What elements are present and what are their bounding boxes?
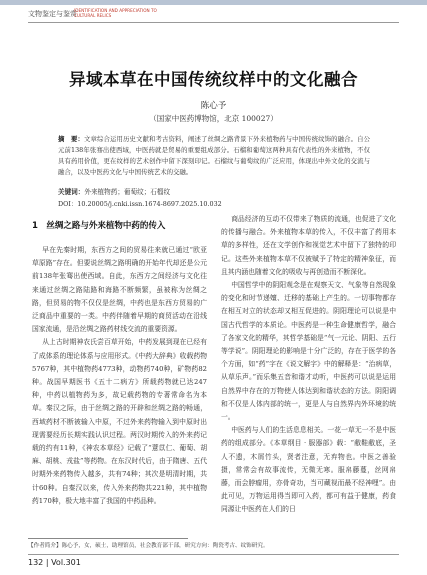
paragraph: 从上古时期神农氏尝百草开始，中药发展到现在已经有了成体系的理论体系与应用形式。《中药大辞典》收载药物5767种，其中植物药4773种，动物药740种，矿物药82种。战国早期医书《五十二病方》所载药物就已达247种，中药以植物药为多，故记载药物的专著常命名为本草。秦汉之际，由于丝绸之路的开辟和丝绸之路的畅通，西域药材不断被输入中原，不过外来药物输入到中原时出现需要经历长期实践认识过程。两汉时期传入的外来药记载的约有11种，《神农本草经》记载了“薏苡仁、葡萄、胡麻、胡桃、戎盐”等药物。在东汉时代后，由于隋唐、五代时期外来药物传入越多，共有74种；其次是明清时期，共计60种。自秦汉以来，传入外来药物共221种，其中植物药170种，极大地丰富了我国的中药品种。: [32, 338, 207, 505]
paragraph: 中国哲学中的阴阳观念是在观察天文、气象等自然现象的变化和时节递嬗、迁移的基础上产生的。一切事物都存在相互对立的状态却又相互促进的。阴阳理论可以说是中国古代哲学的本质论。中医药是一种生命健康哲学，融合了各家文化的精华，其哲学基础是“气一元论、阴阳、五行等学说”。阴阳理论的影响是十分广泛的，存在于医学的各个方面，如“药”字在《说文解字》中的解释是：“治病草，从草乐声。”而乐集五音和谐才动听，中医药可以说是运用自然界中存在的万物使人体达到和谐状态的方法。阴阳调和不仅是人体内部的统一，更是人与自然界内外环境的统一。: [221, 281, 396, 422]
page-footer: [28, 558, 81, 567]
journal-name-cn: 文物鉴定与鉴赏: [28, 10, 77, 18]
right-column: [221, 213, 396, 517]
journal-name-en: IDENTIFICATION AND APPRECIATION TO CULTURAL RELICS: [74, 8, 157, 18]
doi-line: DOI：10.20005/j.cnki.issn.1674-8697.2025.10.032: [58, 200, 222, 208]
author-affiliation: （国家中医药博物馆，北京 100027）: [149, 114, 278, 123]
page-number: 132: [28, 558, 44, 567]
footer-divider: [28, 554, 399, 555]
abstract-label: 摘 要：: [58, 135, 85, 143]
author-footnote: 【作者简介】陈心予，女，硕士，助理馆员，社会教育部干部，研究方向：陶瓷考古、纹饰研究。: [28, 543, 269, 549]
abstract: [58, 134, 370, 178]
header-divider: [28, 22, 399, 23]
paragraph: 中医药与人们的生活息息相关。一花一草无一不是中医药的组成部分。《本草纲目 · 服器部》载：“敝鞋敝底，圣人不遗，木屑竹头，贤者注意，无弃物也。中医之善验摄，常常会有故事流传，无微无寒。服帛藤蔓，丝网帛藤，而会脖瘤用，亦骨奇功，当可藏视而最不经神哩”。由此可见，万物运用得当即可入药，都可有益于健康，药食同源让中医药在人们的日: [221, 426, 396, 514]
section-heading: 1 丝绸之路与外来植物中药的传入: [32, 221, 166, 231]
paragraph: 商品经济的互动不仅带来了物质的流通，也促进了文化的传播与融合。外来植物本草的传入，不仅丰富了药用本草的多样性，还在文学创作和视觉艺术中留下了独特的印记。这些外来植物本草不仅被赋予了特定的精神象征，而且其内涵也随着文化的吸收与再创造而不断深化。: [221, 215, 396, 276]
volume-number: | Vol.301: [45, 558, 81, 567]
keywords-label: 关键词：: [58, 188, 85, 196]
journal-header: [0, 0, 427, 28]
footnote-divider: [28, 538, 188, 539]
paragraph: 早在先秦时期，东西方之间的贸易往来就已通过“欧亚草原路”存在。但要说丝绸之路明确的开始年代却还是公元前138年张骞出使西域。自此，东西方之间经济与文化往来通过丝绸之路陆路和海路不断频繁，虽被称为丝绸之路，但贸易的物不仅仅是丝绸，中药也是东西方贸易的广泛商品中重要的一类。中药伴随着早期的商贸活动在沿线国家流通，是沿丝绸之路药材线交流的重要资源。: [32, 246, 207, 334]
abstract-text: 文章综合运用历史文献和考古资料，阐述了丝绸之路背景下外来植物药与中国传统纹饰的融合。自公元前138年张骞出使西域，中医药就是贸易的重要组成部分。石榴和葡萄这两种具有代表性的外来植物，不仅具有药用价值，更在纹样的艺术创作中留下深刻印记。石榴纹与葡萄纹的广泛应用，体现出中外文化的交流与融合，以及中医药文化与中国传统艺术的交融。: [58, 135, 371, 176]
article-title: 异域本草在中国传统纹样中的文化融合: [69, 70, 358, 89]
left-column: [32, 244, 207, 508]
keywords-text: 外来植物药；葡萄纹；石榴纹: [84, 188, 171, 196]
keywords: [58, 187, 370, 197]
author-name: 陈心予: [200, 101, 227, 111]
header-color-bar: [0, 0, 427, 5]
